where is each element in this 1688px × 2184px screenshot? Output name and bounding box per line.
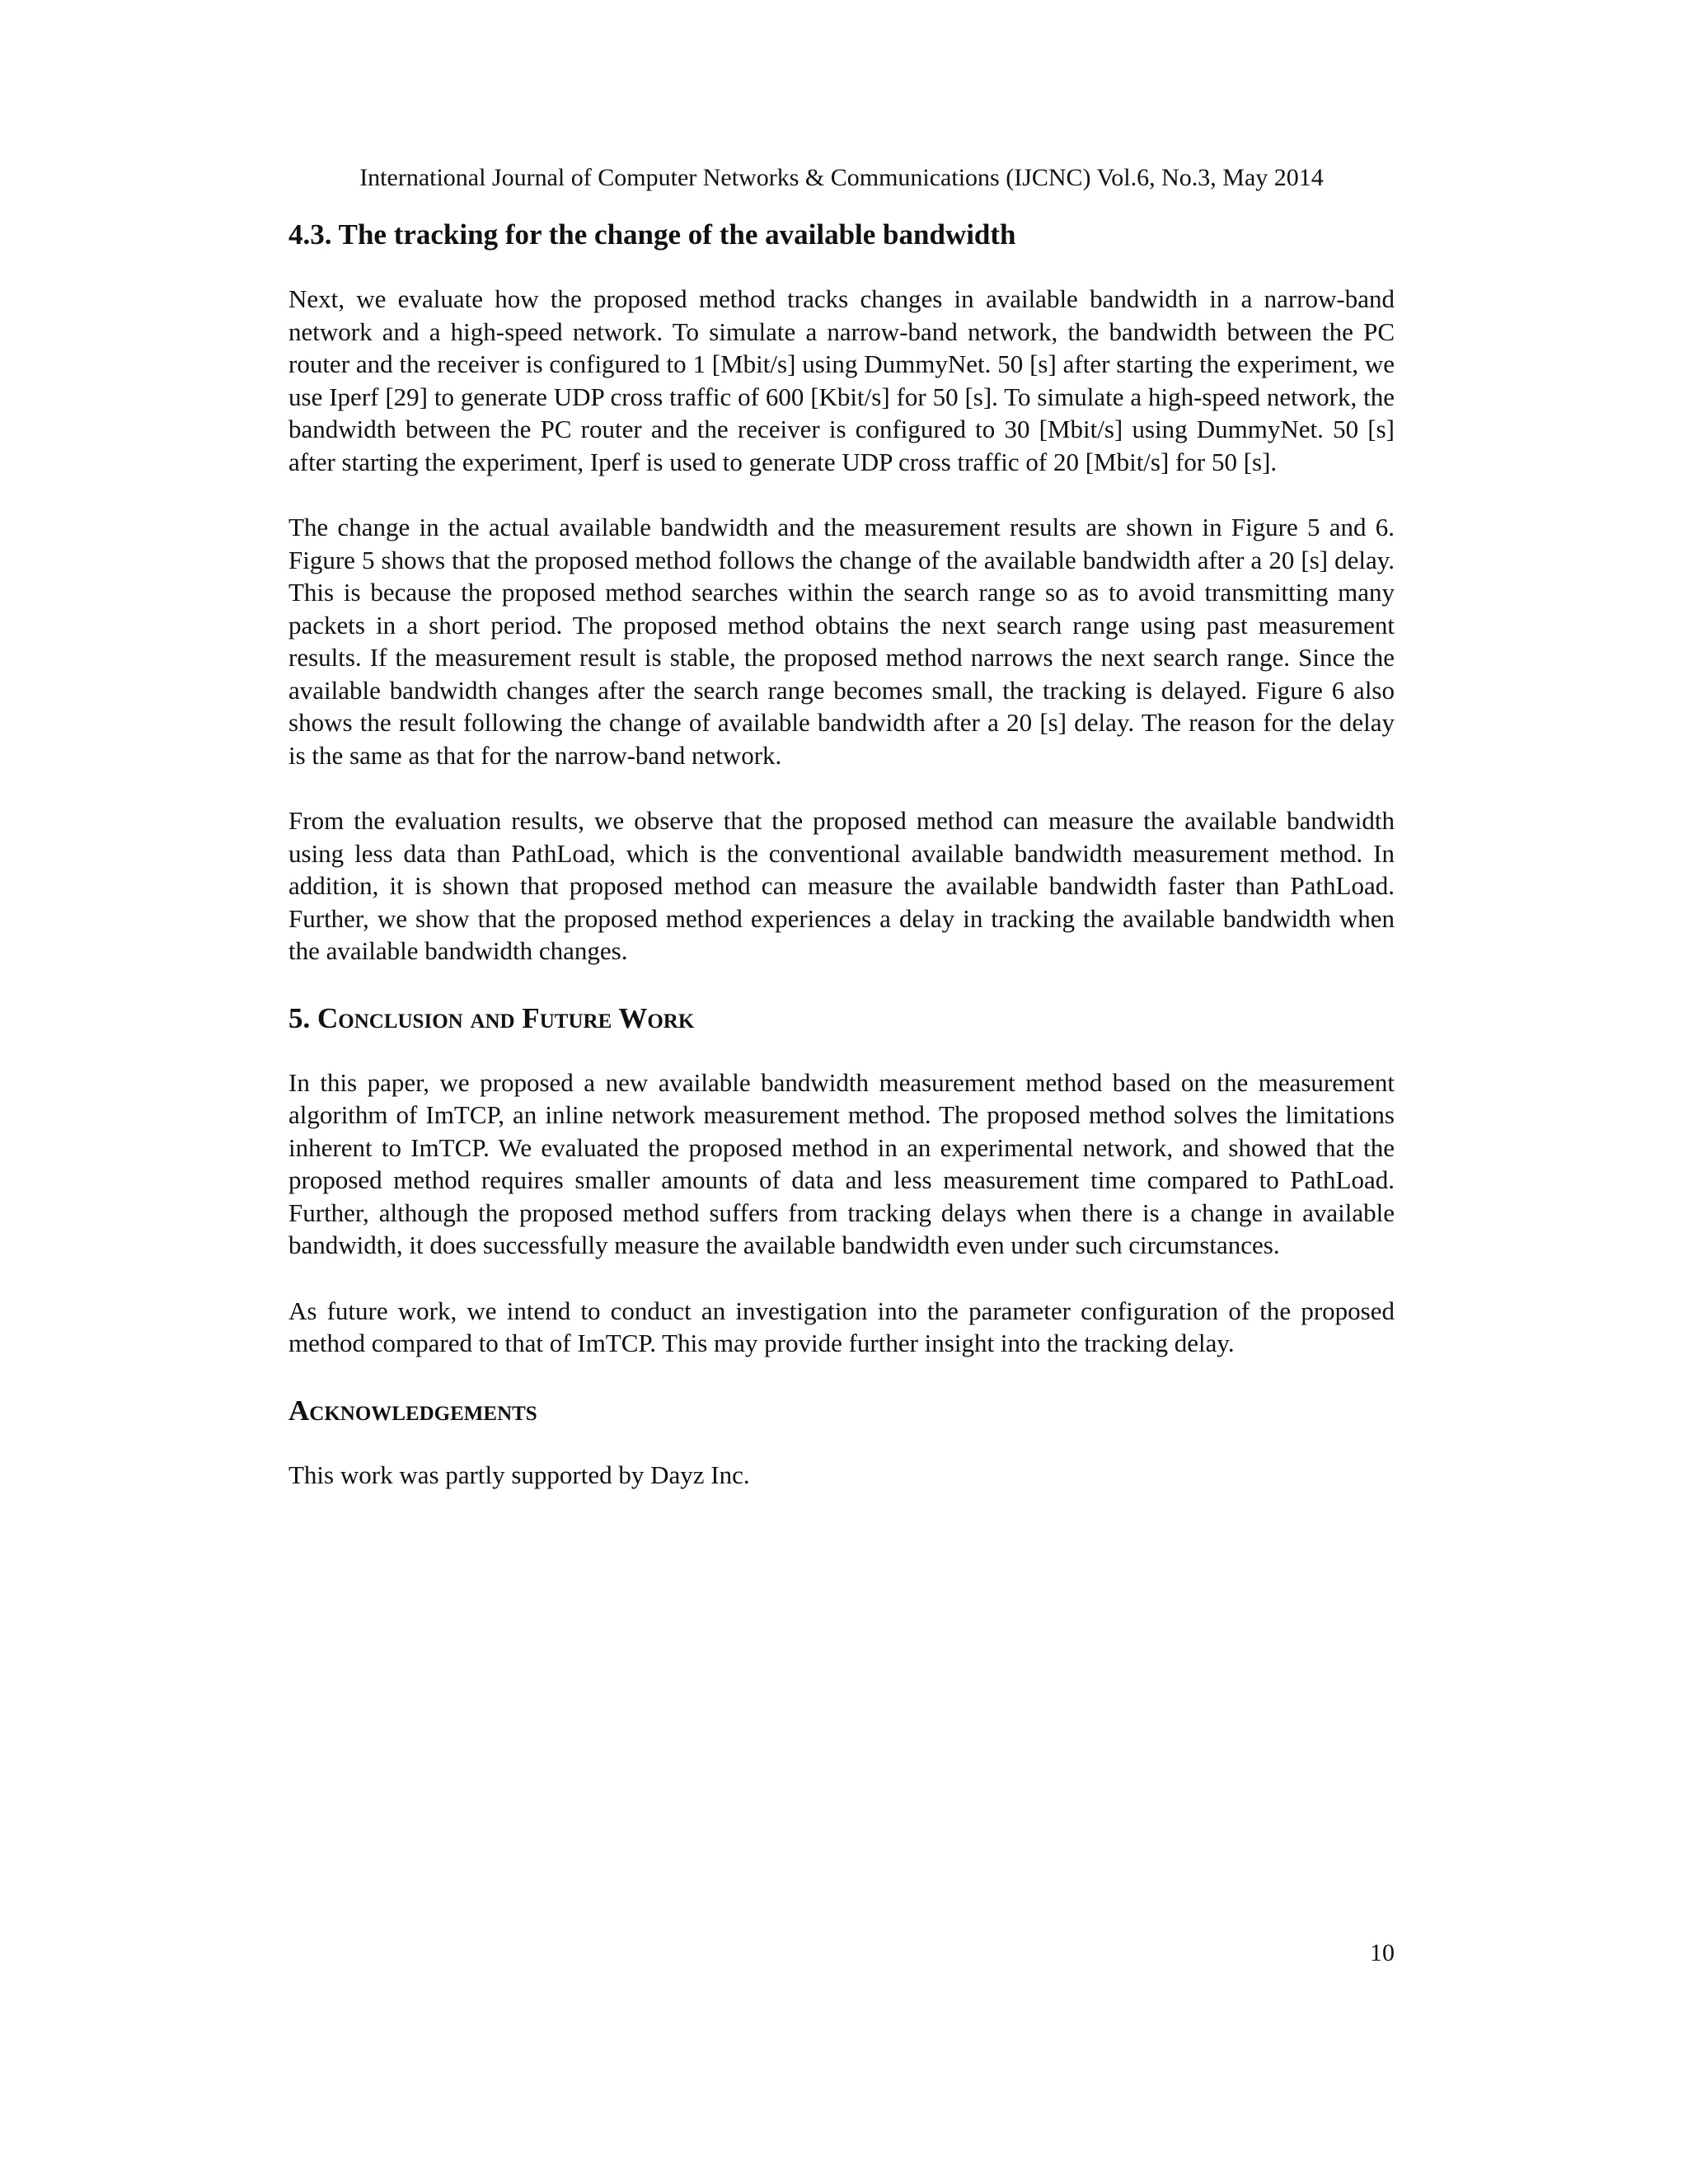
section-4-3-paragraph-3: From the evaluation results, we observe that the proposed method can measure the available bandwidth using less data than PathLoad, which is the conventional available bandwidth measurement method. In addition, it is shown that proposed method can measure the available bandwidth faster than PathLoad. Further, we show that the proposed method experiences a delay in tracking the available bandwidth when the available bandwidth changes. bbox=[288, 806, 1395, 965]
section-5-paragraph-2: As future work, we intend to conduct an investigation into the parameter configuration of the proposed method compared to that of ImTCP. This may provide further insight into the tracking delay. bbox=[288, 1296, 1395, 1357]
section-5-paragraph-1: In this paper, we proposed a new available bandwidth measurement method based on the measurement algorithm of ImTCP, an inline network measurement method. The proposed method solves the limitations inherent to ImTCP. We evaluated the proposed method in an experimental network, and showed that the proposed method requires smaller amounts of data and less measurement time compared to PathLoad. Further, although the proposed method suffers from tracking delays when there is a change in available bandwidth, it does successfully measure the available bandwidth even under such circumstances. bbox=[288, 1067, 1395, 1259]
paper-page bbox=[288, 161, 1395, 1524]
section-4-3-paragraph-2: The change in the actual available bandwidth and the measurement results are shown in Figure 5 and 6. Figure 5 shows that the proposed method follows the change of the available bandwidth after a 20 [s] delay. This is because the proposed method searches within the search range so as to avoid transmitting many packets in a short period. The proposed method obtains the next search range using past measurement results. If the measurement result is stable, the proposed method narrows the next search range. Since the available bandwidth changes after the search range becomes small, the tracking is delayed. Figure 6 also shows the result following the change of available bandwidth after a 20 [s] delay. The reason for the delay is the same as that for the narrow-band network. bbox=[288, 513, 1395, 770]
section-5-heading: 5. Conclusion and Future Work bbox=[288, 1001, 695, 1034]
acknowledgements-heading: Acknowledgements bbox=[288, 1394, 537, 1427]
section-4-3-heading: 4.3. The tracking for the change of the available bandwidth bbox=[288, 218, 1016, 251]
section-4-3-paragraph-1: Next, we evaluate how the proposed method tracks changes in available bandwidth in a narrow-band network and a high-speed network. To simulate a narrow-band network, the bandwidth between the PC router and the receiver is configured to 1 [Mbit/s] using DummyNet. 50 [s] after starting the experiment, we use Iperf [29] to generate UDP cross traffic of 600 [Kbit/s] for 50 [s]. To simulate a high-speed network, the bandwidth between the PC router and the receiver is configured to 30 [Mbit/s] using DummyNet. 50 [s] after starting the experiment, Iperf is used to generate UDP cross traffic of 20 [Mbit/s] for 50 [s]. bbox=[288, 284, 1395, 476]
running-header: International Journal of Computer Networks & Communications (IJCNC) Vol.6, No.3, May 2014 bbox=[359, 164, 1324, 191]
page-number: 10 bbox=[1370, 1939, 1395, 1966]
acknowledgements-text: This work was partly supported by Dayz Inc. bbox=[288, 1460, 750, 1489]
